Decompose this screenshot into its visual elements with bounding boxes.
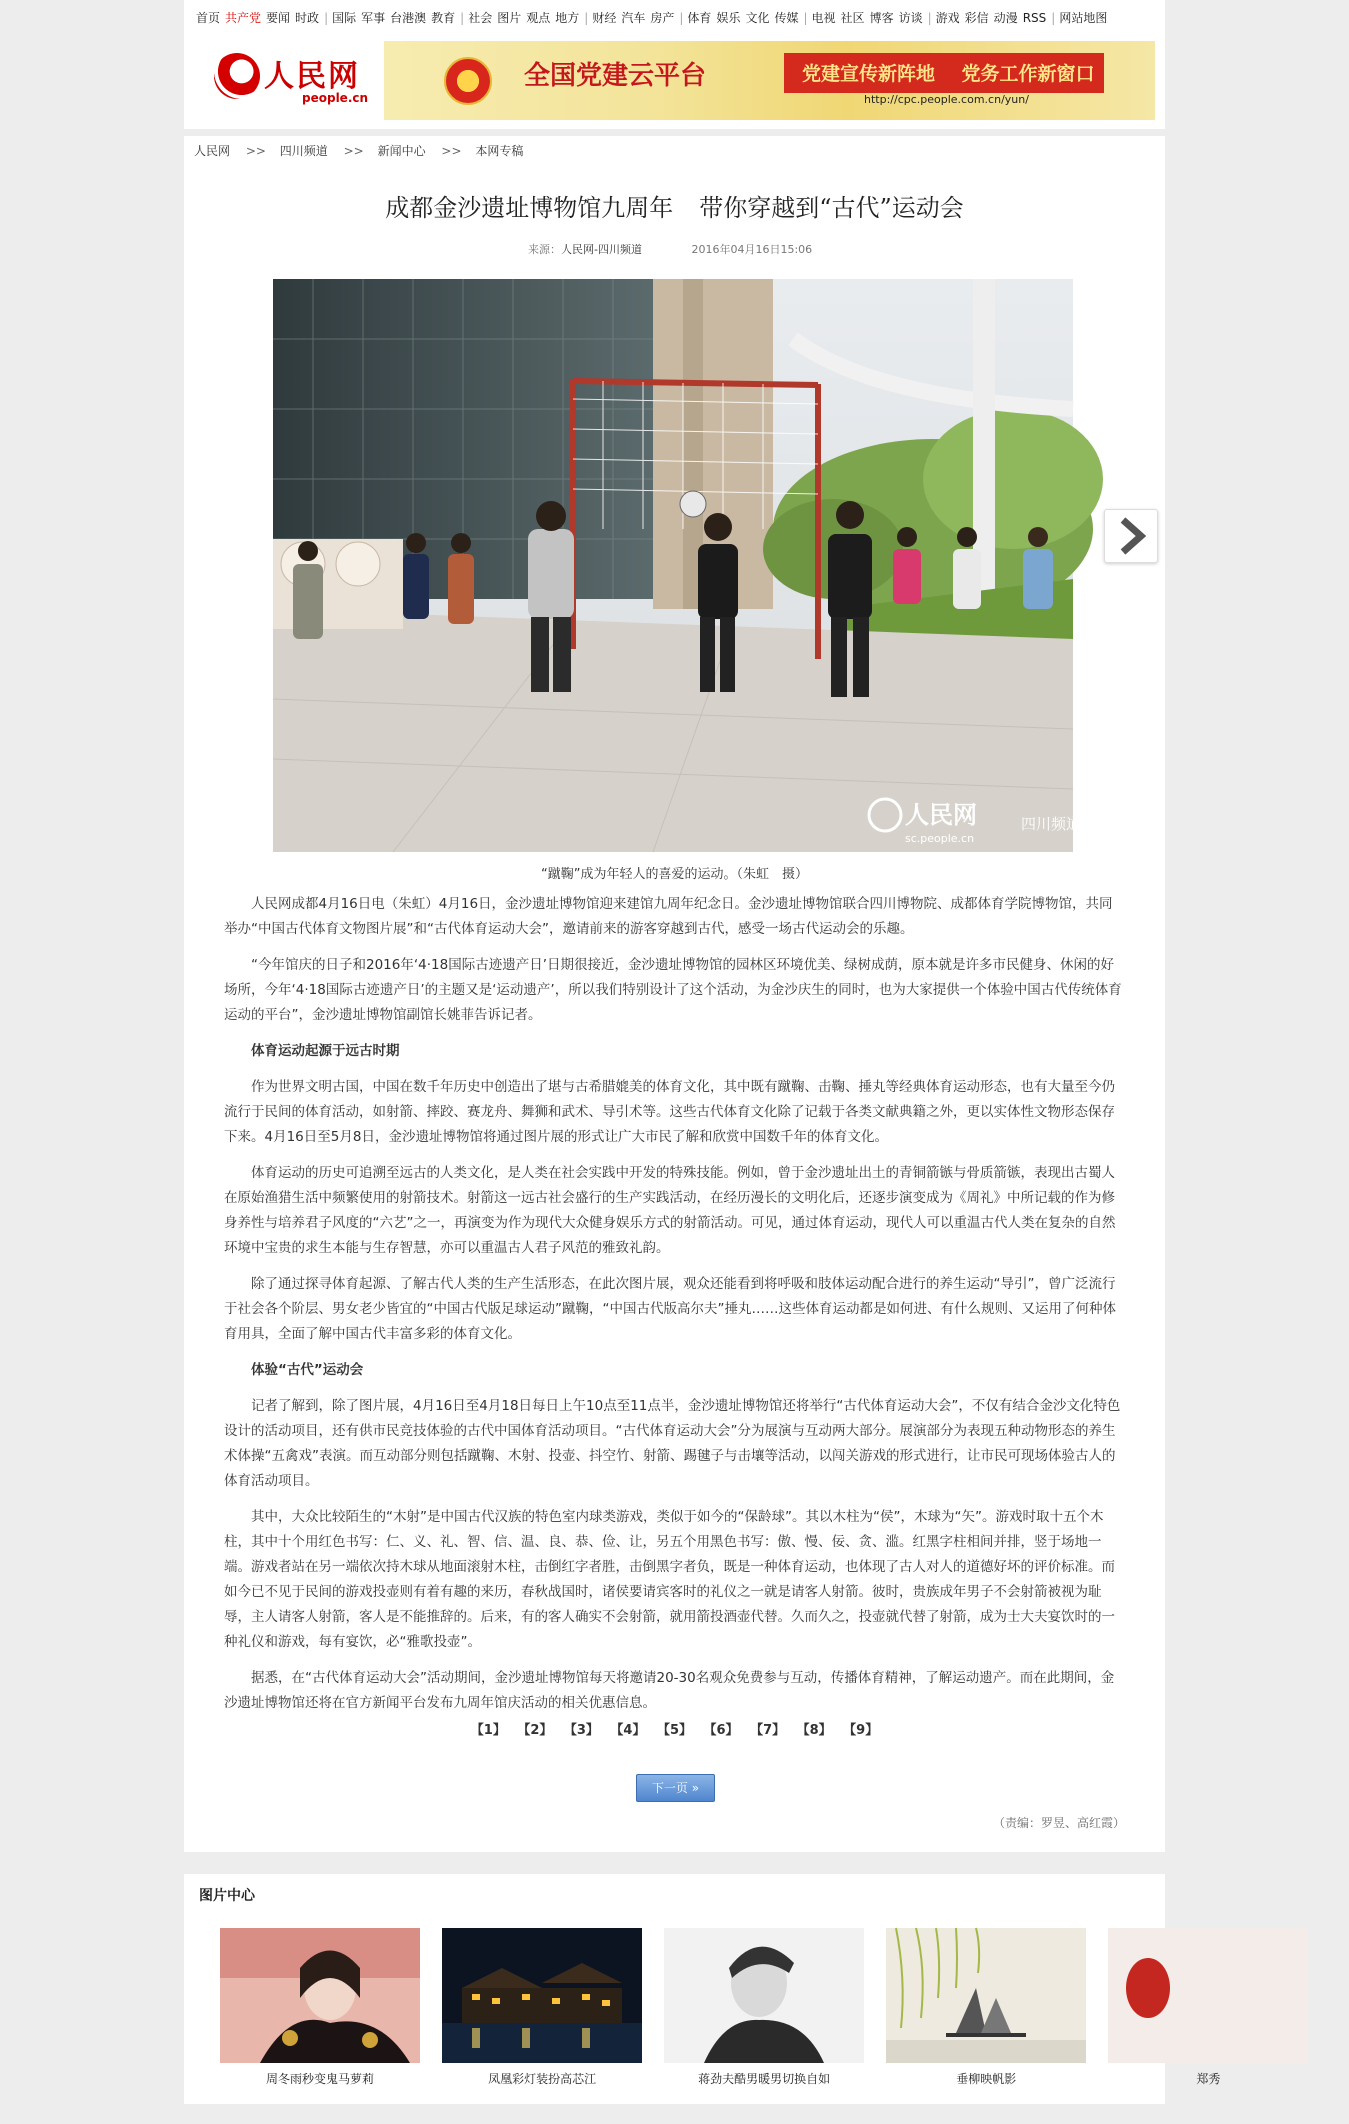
- page-link[interactable]: 【2】: [523, 1723, 553, 1738]
- photo-caption: “蹴鞠”成为年轻人的喜爱的运动。（朱虹 摄）: [541, 867, 808, 882]
- article-source[interactable]: 人民网-四川频道: [561, 243, 642, 256]
- page-link[interactable]: 【5】: [663, 1723, 693, 1738]
- nav-link[interactable]: 体育: [687, 11, 712, 25]
- nav-link[interactable]: 国际: [332, 11, 357, 25]
- top-nav-links: [184, 0, 1165, 37]
- article-paragraph: 记者了解到，除了图片展，4月16日至4月18日每日上午10点至11点半，金沙遗址博物馆还将举行“古代体育运动大会”，不仅有结合金沙文化特色设计的活动项目，还有供市民竞技体验的古代中国体育活动项目。“古代体育运动大会”分为展演与互动两大部分。展演部分为表现五种动物形态的养生术体操“五禽戏”表演。而互动部分则包括蹴鞠、木射、投壶、抖空竹、射箭、踢毽子与击壤等活动，以闯关游戏的形式进行，让市民可现场体验古人的体育活动项目。: [224, 1398, 1121, 1489]
- page-link[interactable]: 【1】: [470, 1723, 506, 1738]
- banner-title: 全国党建云平台: [524, 61, 707, 91]
- photo-watermark-channel: 四川频道: [1021, 815, 1082, 833]
- logo-en: people.cn: [302, 91, 369, 105]
- nav-link[interactable]: 电视: [811, 11, 836, 25]
- article-paragraph: 除了通过探寻体育起源、了解古代人类的生产生活形态，在此次图片展，观众还能看到将呼吸和肢体运动配合进行的养生运动“导引”，曾广泛流行于社会各个阶层、男女老少皆宜的“中国古代版足球运动”蹴鞠，“中国古代版高尔夫”捶丸……这些体育运动都是如何进、有什么规则、又运用了何种体育用具，全面了解中国古代丰富多彩的体育文化。: [224, 1276, 1116, 1342]
- nav-link[interactable]: 游戏: [935, 11, 960, 25]
- breadcrumb-current[interactable]: 本网专稿: [475, 144, 524, 158]
- article-body: [224, 892, 1125, 1727]
- picture-center: [184, 1874, 1221, 2104]
- editor-credit: （责编：罗昱、高红霞）: [992, 1816, 1125, 1830]
- picture-center-heading: 图片中心: [199, 1888, 255, 1904]
- breadcrumb-channel[interactable]: 四川频道: [279, 144, 328, 158]
- page-link[interactable]: 【7】: [756, 1723, 786, 1738]
- nav-link[interactable]: 动漫: [993, 11, 1018, 25]
- picture-thumb[interactable]: [442, 1928, 642, 2063]
- portrait-image: [1108, 1928, 1308, 2063]
- breadcrumb-news[interactable]: 新闻中心: [377, 144, 426, 158]
- nav-link[interactable]: 博客: [869, 11, 894, 25]
- breadcrumb-home[interactable]: 人民网: [194, 144, 231, 158]
- nav-link[interactable]: 社区: [840, 11, 865, 25]
- picture-list: [220, 1928, 1221, 2098]
- nav-link[interactable]: 时政: [295, 11, 320, 25]
- nav-separator: |: [584, 11, 589, 25]
- article-title: [184, 188, 1165, 223]
- picture-caption[interactable]: 蒋劲夫酷男暖男切换自如: [698, 2072, 831, 2086]
- nav-link[interactable]: 军事: [361, 11, 386, 25]
- logo-cn: 人民网: [264, 59, 360, 94]
- article-paragraph: 据悉，在“古代体育运动大会”活动期间，金沙遗址博物馆每天将邀请20-30名观众免费参与互动，传播体育精神，了解运动遗产。而在此期间，金沙遗址博物馆还将在官方新闻平台发布九周年馆庆活动的相关优惠信息。: [224, 1670, 1115, 1711]
- portrait-actress-image: [220, 1928, 420, 2063]
- top-nav: [184, 0, 1165, 37]
- nav-link[interactable]: 房产: [650, 11, 675, 25]
- article-paragraph: 体育运动的历史可追溯至远古的人类文化，是人类在社会实践中开发的特殊技能。例如，曾于金沙遗址出土的青铜箭镞与骨质箭镞，表现出古蜀人在原始渔猎生活中频繁使用的射箭技术。射箭这一远古社会盛行的生产实践活动，在经历漫长的文明化后，还逐步演变成为《周礼》中所记载的作为修身养性与培养君子风度的“六艺”之一，再演变为作为现代大众健身娱乐方式的射箭活动。可见，通过体育运动，现代人可以重温古代人类在复杂的自然环境中宝贵的求生本能与生存智慧，亦可以重温古人君子风范的雅致礼韵。: [224, 1165, 1116, 1256]
- page-link[interactable]: 【9】: [849, 1723, 879, 1738]
- nav-link[interactable]: 娱乐: [716, 11, 741, 25]
- nav-link[interactable]: 观点: [526, 11, 551, 25]
- nav-separator: |: [1051, 11, 1056, 25]
- picture-thumb[interactable]: [220, 1928, 420, 2063]
- double-arrow-right-icon: »: [691, 1781, 700, 1795]
- source-label: 来源：: [528, 243, 561, 256]
- picture-item[interactable]: [220, 1928, 420, 2087]
- nav-link[interactable]: 彩信: [964, 11, 989, 25]
- nav-separator: |: [679, 11, 684, 25]
- nav-separator: |: [460, 11, 465, 25]
- next-photo-button[interactable]: [1104, 509, 1158, 563]
- willow-sail-image: [886, 1928, 1086, 2063]
- picture-caption[interactable]: 郑秀: [1196, 2072, 1221, 2086]
- page-link[interactable]: 【4】: [616, 1723, 646, 1738]
- nav-link[interactable]: 访谈: [898, 11, 923, 25]
- article-time: 2016年04月16日15:06: [691, 243, 813, 256]
- article-meta: [528, 241, 812, 257]
- nav-link[interactable]: 共产党: [225, 11, 262, 25]
- nav-separator: |: [803, 11, 808, 25]
- picture-thumb[interactable]: [1108, 1928, 1308, 2063]
- chevron-right-icon: [1105, 510, 1157, 562]
- picture-thumb[interactable]: [886, 1928, 1086, 2063]
- nav-link[interactable]: RSS: [1022, 11, 1047, 25]
- banner-url: http://cpc.people.com.cn/yun/: [864, 93, 1029, 106]
- photo-watermark: 人民网: [905, 800, 977, 829]
- nav-link[interactable]: 地方: [555, 11, 580, 25]
- portrait-actor-image: [664, 1928, 864, 2063]
- nav-link[interactable]: 首页: [196, 11, 221, 25]
- breadcrumb-separator: >>: [441, 144, 462, 158]
- next-page-label: 下一页: [651, 1781, 688, 1795]
- picture-thumb[interactable]: [664, 1928, 864, 2063]
- article-photo: [273, 279, 1082, 852]
- article-paragraph: 其中，大众比较陌生的“木射”是中国古代汉族的特色室内球类游戏，类似于如今的“保龄球”。其以木柱为“侯”，木球为“矢”。游戏时取十五个木柱，其中十个用红色书写：仁、义、礼、智、信、温、良、恭、俭、让，另五个用黑色书写：傲、慢、佞、贪、滥。红黑字柱相间并排，竖于场地一端。游戏者站在另一端依次持木球从地面滚射木柱，击倒红字者胜，击倒黑字者负，既是一种体育运动，也体现了古人对人的道德好坏的评价标准。而如今已不见于民间的游戏投壶则有着有趣的来历，春秋战国时，诸侯要请宾客时的礼仪之一就是请客人射箭。彼时，贵族成年男子不会射箭被视为耻辱，主人请客人射箭，客人是不能推辞的。后来，有的客人确实不会射箭，就用箭投酒壶代替。久而久之，投壶就代替了射箭，成为士大夫宴饮时的一种礼仪和游戏，每有宴饮，必“雅歌投壶”。: [224, 1509, 1115, 1650]
- nav-link[interactable]: 网站地图: [1059, 11, 1108, 25]
- page-link[interactable]: 【8】: [803, 1723, 832, 1738]
- breadcrumb-separator: >>: [245, 144, 266, 158]
- site-header: [184, 37, 1165, 129]
- picture-caption[interactable]: 周冬雨秒变鬼马萝莉: [265, 2072, 374, 2086]
- article-title-part2: 带你穿越到“古代”运动会: [699, 194, 964, 222]
- picture-caption[interactable]: 垂柳映帆影: [956, 2072, 1017, 2086]
- nav-link[interactable]: 图片: [497, 11, 522, 25]
- nav-link[interactable]: 台港澳: [390, 11, 427, 25]
- page-link[interactable]: 【6】: [710, 1723, 739, 1738]
- section-heading: 体育运动起源于远古时期: [251, 1043, 400, 1059]
- article-paragraph: “今年馆庆的日子和2016年‘4·18国际古迹遗产日’日期很接近，金沙遗址博物馆的园林区环境优美、绿树成荫，原本就是许多市民健身、休闲的好场所，今年‘4·18国际古迹遗产日’的主题又是‘运动遗产’，所以我们特别设计了这个活动，为金沙庆生的同时，也为大家提供一个体验中国古代传统体育运动的平台”，金沙遗址博物馆副馆长姚菲告诉记者。: [224, 957, 1122, 1023]
- nav-link[interactable]: 汽车: [621, 11, 646, 25]
- section-heading: 体验“古代”运动会: [251, 1362, 364, 1378]
- breadcrumb: [184, 136, 1165, 166]
- nav-link[interactable]: 要闻: [266, 11, 291, 25]
- people-logo[interactable]: [214, 47, 369, 107]
- picture-caption[interactable]: 凤凰彩灯装扮高芯江: [488, 2072, 597, 2086]
- nav-link[interactable]: 传媒: [774, 11, 799, 25]
- nav-link[interactable]: 文化: [745, 11, 770, 25]
- article-paragraph: 作为世界文明古国，中国在数千年历史中创造出了堪与古希腊媲美的体育文化，其中既有蹴鞠、击鞠、捶丸等经典体育运动形态，也有大量至今仍流行于民间的体育活动，如射箭、摔跤、赛龙舟、舞狮和武术、导引术等。这些古代体育文化除了记载于各类文献典籍之外，更以实体性文物形态保存下来。4月16日至5月8日，金沙遗址博物馆将通过图片展的形式让广大市民了解和欣赏中国数千年的体育文化。: [224, 1079, 1115, 1145]
- picture-item[interactable]: [442, 1928, 642, 2087]
- page-link[interactable]: 【3】: [570, 1723, 599, 1738]
- banner-slogan: 党建宣传新阵地 党务工作新窗口: [802, 63, 1095, 85]
- pagination: [184, 1719, 1165, 1738]
- article-title-part1: 成都金沙遗址博物馆九周年: [385, 194, 674, 222]
- nav-link[interactable]: 社会: [468, 11, 493, 25]
- nav-link[interactable]: 财经: [592, 11, 617, 25]
- nav-separator: |: [927, 11, 932, 25]
- party-emblem-icon: [444, 57, 492, 105]
- nav-separator: |: [324, 11, 329, 25]
- photo-watermark-sub: sc.people.cn: [905, 832, 975, 845]
- people-logo-icon: [214, 53, 260, 99]
- picture-item[interactable]: [664, 1928, 864, 2087]
- fenghuang-night-lights-image: [442, 1928, 642, 2063]
- picture-item[interactable]: [886, 1928, 1086, 2087]
- article: [184, 166, 1165, 1852]
- breadcrumb-separator: >>: [343, 144, 364, 158]
- party-cloud-banner[interactable]: [384, 41, 1155, 120]
- picture-item[interactable]: [1108, 1928, 1308, 2087]
- article-paragraph: 人民网成都4月16日电（朱虹）4月16日，金沙遗址博物馆迎来建馆九周年纪念日。金沙遗址博物馆联合四川博物院、成都体育学院博物馆，共同举办“中国古代体育文物图片展”和“古代体育运动大会”，邀请前来的游客穿越到古代，感受一场古代运动会的乐趣。: [224, 896, 1113, 937]
- cuju-scene-image: [273, 279, 1082, 852]
- nav-link[interactable]: 教育: [431, 11, 456, 25]
- next-page-button[interactable]: [636, 1774, 715, 1802]
